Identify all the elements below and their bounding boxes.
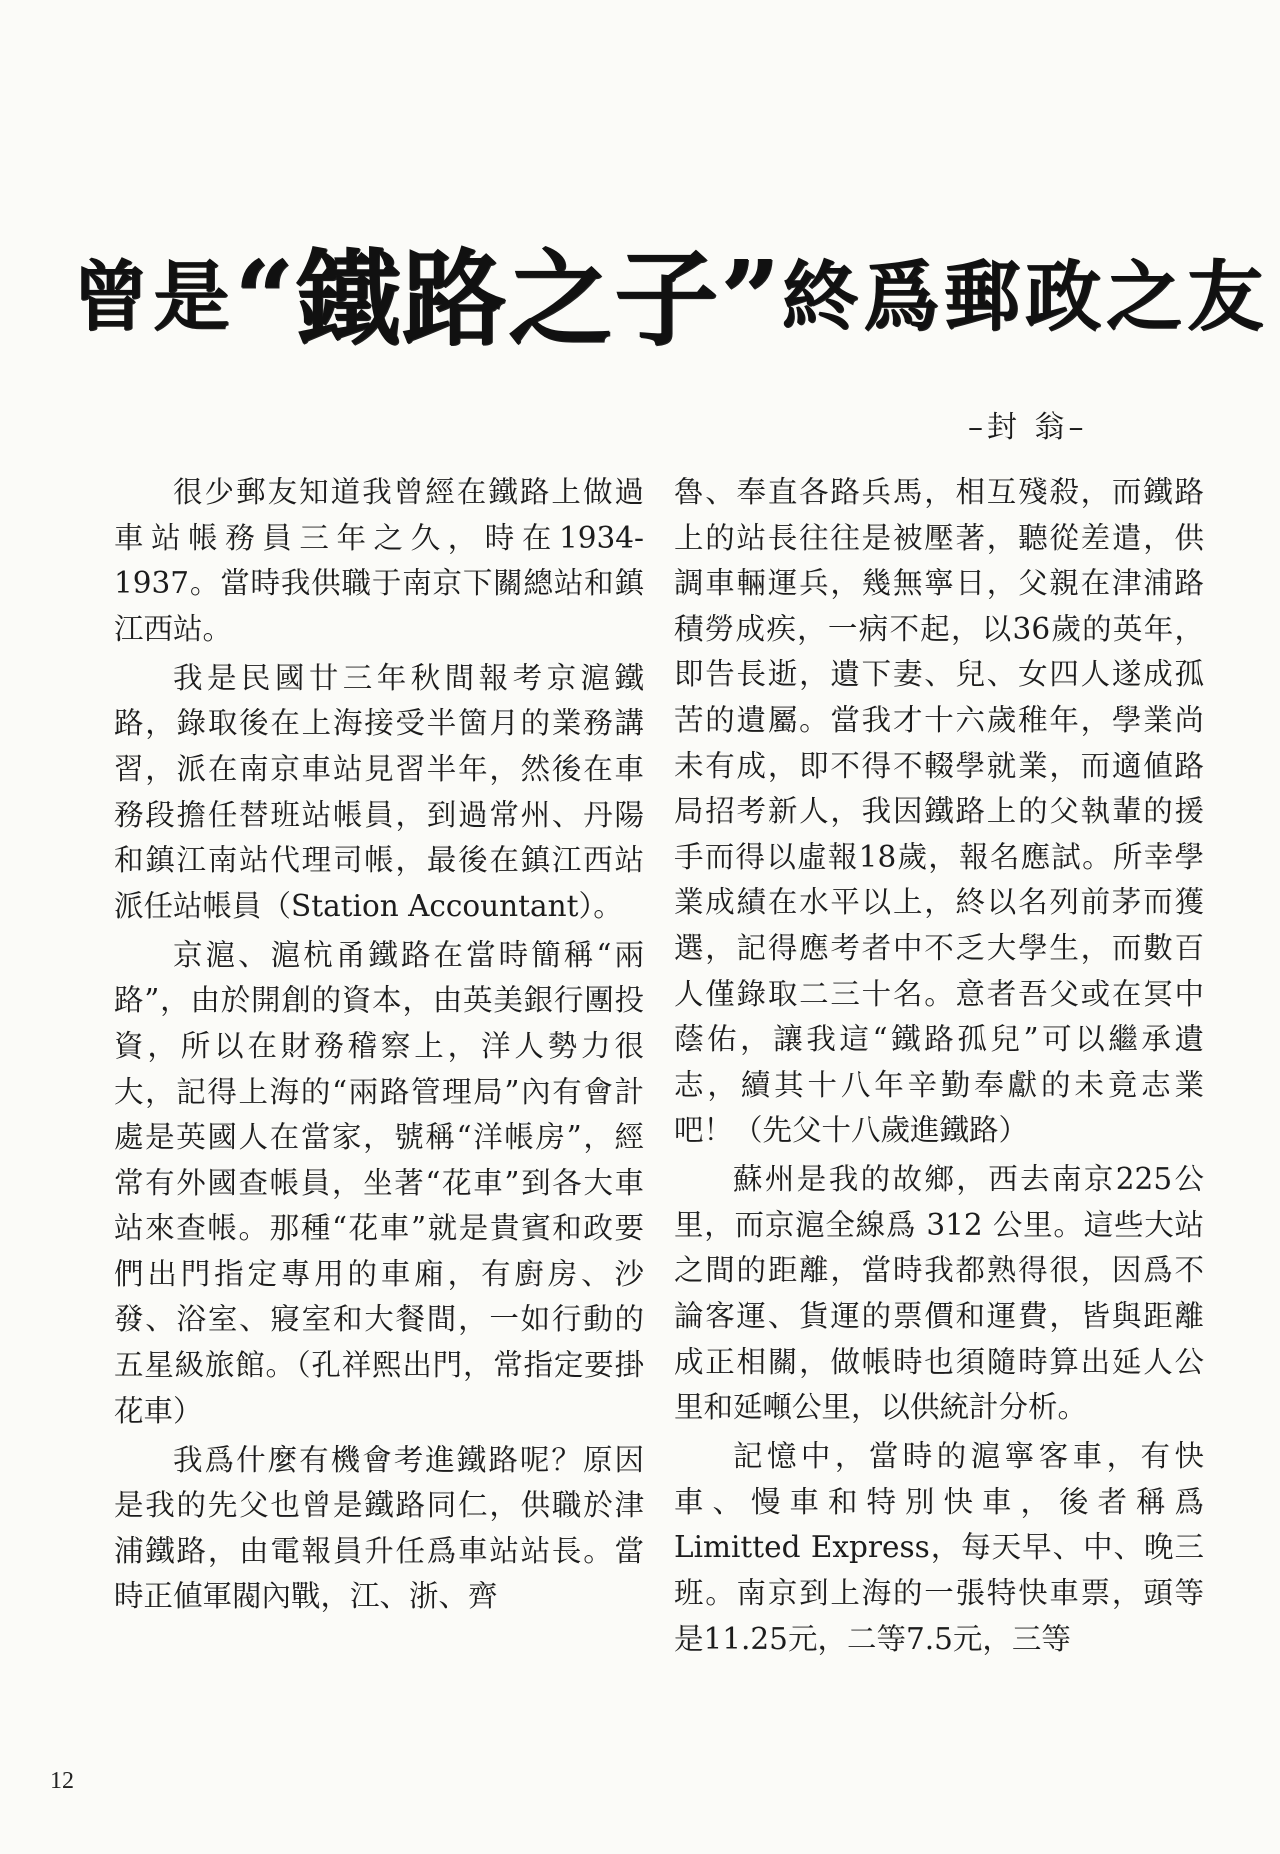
paragraph-continuation: 魯、奉直各路兵馬，相互殘殺，而鐵路上的站長往往是被壓著，聽從差遣，供調車輛運兵，幾無寧日，父親在津浦路積勞成疾，一病不起，以36歲的英年，即告長逝，遺下妻、兒、女四人遂成孤苦的遺屬。當我才十六歲稚年，學業尚未有成，即不得不輟學就業，而適値路局招考新人，我因鐵路上的父執輩的援手而得以虛報18歲，報名應試。所幸學業成績在水平以上，終以名列前茅而獲選，記得應考者中不乏大學生，而數百人僅錄取二三十名。意者吾父或在冥中蔭佑，讓我這“鐵路孤兒”可以繼承遺志，續其十八年辛勤奉獻的未竟志業吧！（先父十八歲進鐵路） [674,475,1204,1148]
title-tail: 終爲郵政之友 [781,251,1268,341]
paragraph: 記憶中，當時的滬寧客車，有快車、慢車和特別快車，後者稱爲Limitted Express，每天早、中、晚三班。南京到上海的一張特快車票，頭等是11.25元，二等7.5元，三等 [674,1439,1204,1656]
page-number: 12 [50,1768,74,1794]
paragraph: 京滬、滬杭甬鐵路在當時簡稱“兩路”，由於開創的資本，由英美銀行團投資，所以在財務稽察上，洋人勢力很大，記得上海的“兩路管理局”內有會計處是英國人在當家，號稱“洋帳房”，經常有外國查帳員，坐著“花車”到各大車站來查帳。那種“花車”就是貴賓和政要們出門指定專用的車廂，有廚房、沙發、浴室、寢室和大餐間，一如行動的五星級旅館。（孔祥熙出門，常指定要掛花車） [114,937,644,1428]
paragraph: 蘇州是我的故鄉，西去南京225公里，而京滬全線爲 312 公里。這些大站之間的距離，當時我都熟得很，因爲不論客運、貨運的票價和運費，皆與距離成正相關，做帳時也須隨時算出延人公里和延噸公里，以供統計分析。 [674,1162,1204,1425]
article-title [72,215,1268,365]
author-byline: –封 翁– [968,410,1088,445]
paragraph: 我爲什麼有機會考進鐵路呢？原因是我的先父也曾是鐵路同仁，供職於津浦鐵路，由電報員升任爲車站站長。當時正値軍閥內戰，江、浙、齊 [114,1442,644,1614]
left-column [114,470,644,1623]
right-column [674,470,1204,1666]
paragraph: 我是民國廿三年秋間報考京滬鐵路，錄取後在上海接受半箇月的業務講習，派在南京車站見習半年，然後在車務段擔任替班站帳員，到過常州、丹陽和鎮江南站代理司帳，最後在鎮江西站派任站帳員（Station Accountant）。 [114,660,644,923]
title-highlight: “鐵路之子” [234,237,782,360]
paragraph: 很少郵友知道我曾經在鐵路上做過車站帳務員三年之久，時在1934-1937。當時我供職于南京下關總站和鎮江西站。 [114,475,644,646]
title-lead: 曾是 [72,251,235,341]
